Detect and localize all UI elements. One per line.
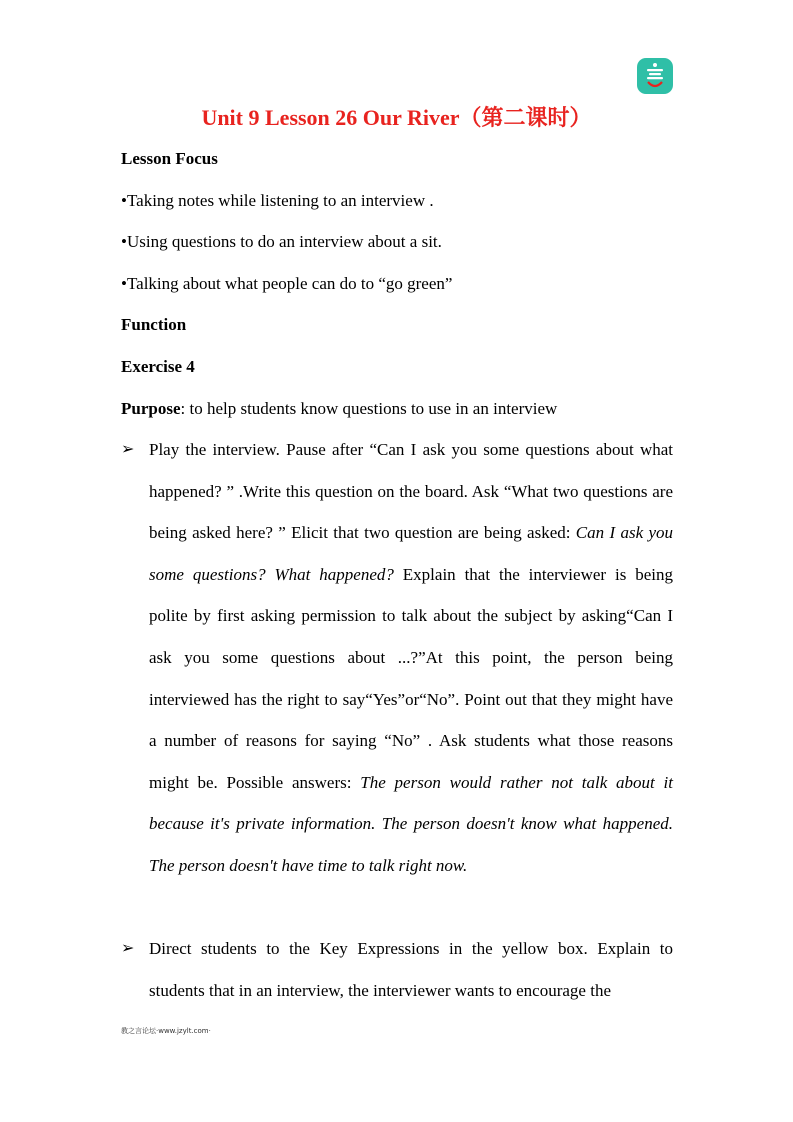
- bullet-icon: •: [121, 191, 127, 210]
- arrow-bullet-icon: ➢: [121, 940, 135, 957]
- page-title: Unit 9 Lesson 26 Our River（第二课时）: [201, 105, 592, 130]
- purpose-line: [121, 398, 557, 420]
- focus-item: •Taking notes while listening to an interview .: [121, 191, 434, 210]
- function-heading: Function: [121, 315, 187, 334]
- footer-watermark: 教之言论坛·www.jzylt.com·: [121, 1027, 211, 1035]
- exercise-heading: Exercise 4: [121, 357, 195, 376]
- step-paragraph: Direct students to the Key Expressions in the yellow box. Explain to students that in an interview, the interviewer wants to encourage the: [149, 939, 673, 1000]
- focus-item: •Using questions to do an interview about a sit.: [121, 232, 442, 251]
- bullet-icon: •: [121, 274, 127, 293]
- purpose-label: Purpose: [121, 399, 181, 418]
- bullet-icon: •: [121, 232, 127, 251]
- focus-item: •Talking about what people can do to “go green”: [121, 274, 453, 293]
- arrow-bullet-icon: ➢: [121, 441, 135, 458]
- step-paragraph: Play the interview. Pause after “Can I ask you some questions about what happened? ” .Write this question on the board. Ask “What two questions are being asked here? ” Elicit that two question are being asked: Can I ask you some questions? What happened? Explain that the interviewer is being polite by first asking permission to talk about the subject by asking“Can I ask you some questions about ...?”At this point, the person being interviewed has the right to say“Yes”or“No”. Point out that they might have a number of reasons for saying “No” . Ask students what those reasons might be. Possible answers: The person would rather not talk about it because it's private information. The person doesn't know what happened. The person doesn't have time to talk right now.: [149, 440, 673, 875]
- lesson-focus-heading: Lesson Focus: [121, 149, 218, 168]
- site-logo-icon: [637, 58, 673, 94]
- purpose-text: : to help students know questions to use in an interview: [180, 399, 558, 418]
